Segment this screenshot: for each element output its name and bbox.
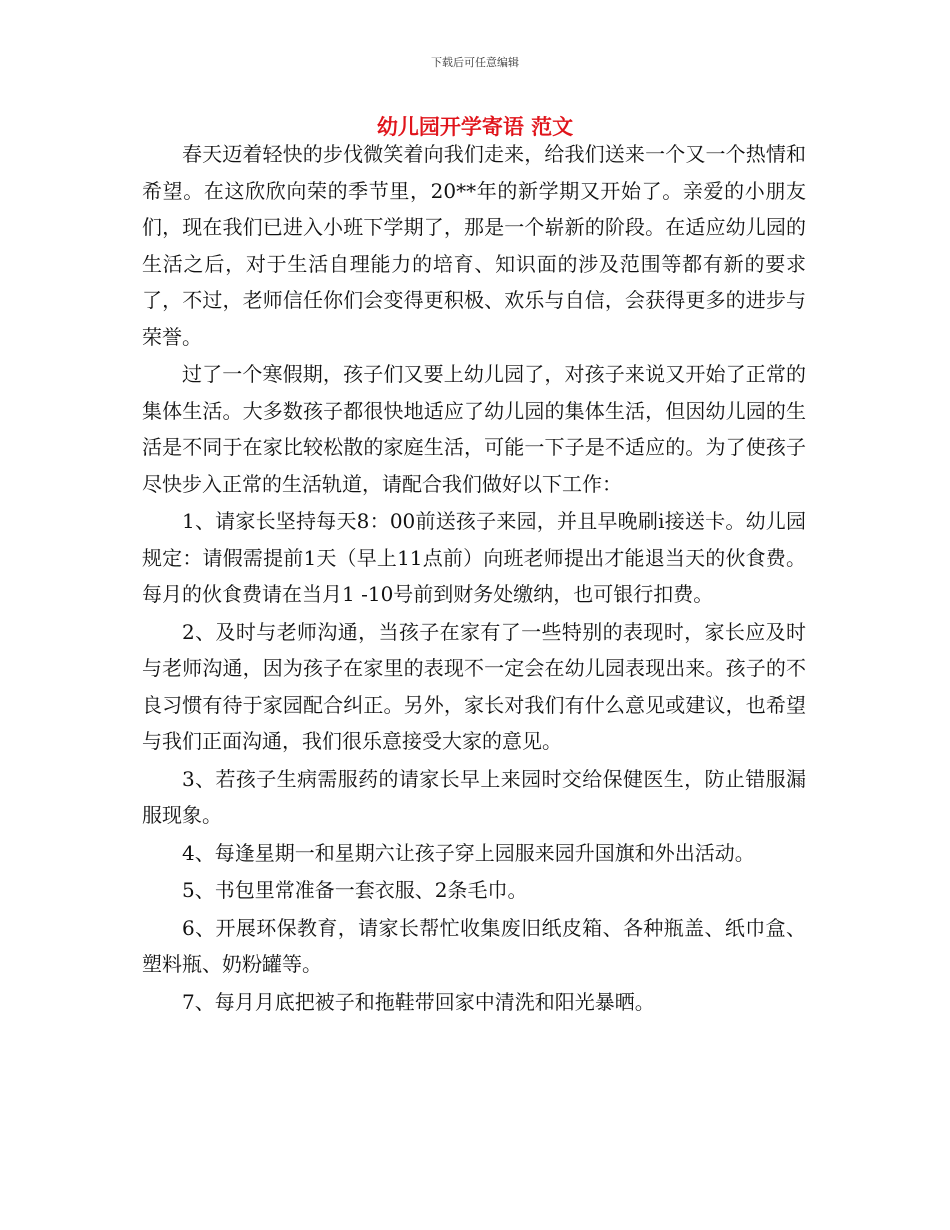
paragraph-item-4: 4、每逢星期一和星期六让孩子穿上园服来园升国旗和外出活动。	[182, 840, 755, 865]
paragraph-item-6: 6、开展环保教育，请家长帮忙收集废旧纸皮箱、各种瓶盖、纸巾盒、塑料瓶、奶粉罐等。	[142, 915, 806, 976]
document-title: 幼儿园开学寄语 范文	[376, 115, 574, 139]
document-body	[142, 136, 806, 1021]
paragraph-intro: 春天迈着轻快的步伐微笑着向我们走来，给我们送来一个又一个热情和希望。在这欣欣向荣的季节里，20**年的新学期又开始了。亲爱的小朋友们，现在我们已进入小班下学期了，那是一个崭新的阶段。在适应幼儿园的生活之后，对于生活自理能力的培育、知识面的涉及范围等都有新的要求了，不过，老师信任你们会变得更积极、欢乐与自信，会获得更多的进步与荣誉。	[142, 142, 806, 349]
paragraph-item-1: 1、请家长坚持每天8：00前送孩子来园，并且早晚刷i接送卡。幼儿园规定：请假需提前1天（早上11点前）向班老师提出才能退当天的伙食费。每月的伙食费请在当月1 -10号前到财务处缴纳，也可银行扣费。	[142, 509, 806, 606]
paragraph-item-7: 7、每月月底把被子和拖鞋带回家中清洗和阳光暴晒。	[182, 989, 655, 1014]
paragraph-item-2: 2、及时与老师沟通，当孩子在家有了一些特别的表现时，家长应及时与老师沟通，因为孩子在家里的表现不一定会在幼儿园表现出来。孩子的不良习惯有待于家园配合纠正。另外，家长对我们有什么意见或建议，也希望与我们正面沟通，我们很乐意接受大家的意见。	[142, 619, 806, 753]
paragraph-item-5: 5、书包里常准备一套衣服、2条毛巾。	[182, 878, 528, 902]
paragraph-notice: 过了一个寒假期，孩子们又要上幼儿园了，对孩子来说又开始了正常的集体生活。大多数孩子都很快地适应了幼儿园的集体生活，但因幼儿园的生活是不同于在家比较松散的家庭生活，可能一下子是不适应的。为了使孩子尽快步入正常的生活轨道，请配合我们做好以下工作：	[142, 362, 806, 496]
header-note: 下载后可任意编辑	[431, 56, 519, 69]
paragraph-item-3: 3、若孩子生病需服药的请家长早上来园时交给保健医生，防止错服漏服现象。	[142, 766, 806, 827]
